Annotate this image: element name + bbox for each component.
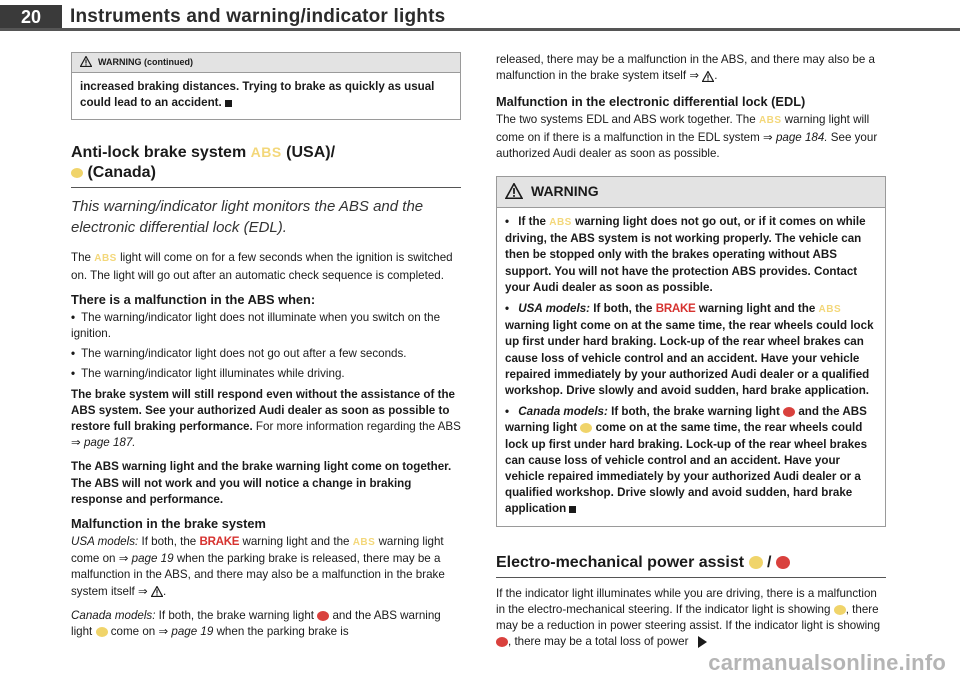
w3-text-b: and the ABS warning light — [505, 405, 867, 435]
abs-malfunction-heading: There is a malfunction in the ABS when: — [71, 291, 316, 307]
usa-text-d: when the parking brake is released, there may be a malfunction in the ABS, and there may also be a malfunction in the brake system itself — [71, 552, 445, 598]
arrow-icon: ⇒ — [71, 436, 81, 450]
header-rule — [0, 28, 960, 31]
w3-label: Canada models: — [518, 405, 608, 419]
list-item: • The warning/indicator light does not illuminate when you switch on the ignition. — [71, 310, 441, 341]
steering-yellow-icon — [749, 556, 763, 569]
bullet-text: The warning/indicator light illuminates while driving. — [81, 367, 345, 381]
abs-indicator-inline: ABS — [549, 217, 572, 229]
power-assist-title-text: Electro-mechanical power assist — [496, 553, 745, 571]
abs-indicator-inline: ABS — [758, 115, 782, 127]
bullet-text: The warning/indicator light does not go out after a few seconds. — [81, 347, 407, 361]
list-item: • The warning/indicator light illuminates while driving. — [71, 367, 345, 381]
brake-warning-icon — [317, 611, 329, 621]
canada-text-d: when the parking brake is — [216, 625, 349, 639]
para2-rest: For more information regarding the ABS — [255, 420, 461, 434]
usa-models-paragraph: USA models: If both, the BRAKE warning light and the ABS warning light come on ⇒ page 19 when the parking brake is released, there may be a malfunction in the ABS, and there may also be a malfunction in the brake system itself ⇒ . — [71, 535, 445, 598]
page-header — [0, 0, 960, 30]
section-intro: This warning/indicator light monitors the ABS and the electronic differential lock (EDL). — [71, 198, 424, 237]
usa-label: USA models: — [71, 535, 139, 549]
page-reference-link[interactable]: page 19 — [171, 625, 214, 639]
w1-text-a: If the — [518, 215, 546, 229]
abs-section-heading — [71, 142, 461, 188]
w3-text-c: come on at the same time, the rear wheels could lock up first under hard braking. Lock-up of the rear wheel brakes can cause loss of vehicle control and an accident. Have your vehicle repaired immediately by your authorized Audi dealer or a qualified workshop. Drive slowly and avoid sudden, hard brake application — [505, 421, 868, 516]
arrow-icon: ⇒ — [118, 552, 129, 566]
warning-box-header — [497, 177, 885, 208]
continued-paragraph: released, there may be a malfunction in the ABS, and there may also be a malfunction in the brake system itself ⇒ . — [496, 53, 875, 83]
warning-triangle-icon — [80, 56, 92, 67]
abs-title-usa: (USA)/ — [286, 144, 336, 162]
page-reference-link[interactable]: page 187. — [83, 436, 136, 450]
next-page-arrow-icon[interactable] — [698, 636, 707, 648]
brake-response-paragraph — [71, 387, 461, 452]
arrow-icon: ⇒ — [158, 625, 169, 639]
w2-text-a: If both, the — [593, 302, 653, 316]
abs-canada-icon — [71, 168, 83, 178]
emps-text-a: If the indicator light illuminates while you are driving, there is a malfunction in the electro-mechanical steering. If the indicator light is showing — [496, 586, 877, 616]
edl-heading: Malfunction in the electronic differential lock (EDL) — [496, 94, 806, 110]
page-title: Instruments and warning/indicator lights — [70, 6, 446, 27]
abs-title-text: Anti-lock brake system — [71, 144, 247, 162]
canada-text-c: come on — [110, 625, 156, 639]
abs-indicator-label: ABS — [250, 144, 282, 161]
w2-text-c: warning light come on at the same time, the rear wheels could lock up first under hard braking. Lock-up of the rear wheel brakes can cause loss of vehicle control and an accident. Have your vehicle repaired immediately by your authorized Audi dealer or a qualified workshop. Drive slowly and avoid sudden, hard brake application. — [505, 319, 874, 398]
abs-section-title — [71, 142, 461, 183]
para1-rest: light will come on for a few seconds when the ignition is switched on. The light will go out after an automatic check sequence is completed. — [71, 251, 453, 282]
list-item: • Canada models: If both, the brake warning light and the ABS warning light come on at the same time, the rear wheels could lock up first under hard braking. Lock-up of the rear wheel brakes can cause loss of vehicle control and an accident. Have your vehicle repaired immediately by your authorized Audi dealer or a qualified workshop. Drive slowly and avoid sudden, hard brake application — [505, 405, 868, 516]
emps-text-b: , there may be a reduction in power steering assist. If the indicator light is showing — [496, 602, 881, 633]
warning-continued-text: increased braking distances. Trying to brake as quickly as usual could lead to an accident. — [80, 80, 435, 110]
w1-text-b: warning light does not go out, or if it comes on while driving, the ABS system is not working properly. The vehicle can then be stopped only with the brakes operating without ABS support. You will not have the protection ABS provides. Contact your Audi dealer as soon as possible. — [505, 215, 866, 294]
canada-models-paragraph — [71, 608, 461, 640]
arrow-icon: ⇒ — [763, 130, 773, 144]
list-item: • If the ABS warning light does not go out, or if it comes on while driving, the ABS system is not working properly. The vehicle can then be stopped only with the brakes operating without ABS support. You will not have the protection ABS provides. Contact your Audi dealer as soon as possible. — [505, 215, 866, 294]
w2-text-b: warning light and the — [698, 302, 816, 316]
canada-text-b: and the ABS warning light — [71, 608, 441, 639]
warning-triangle-icon — [702, 71, 714, 82]
continued-text: released, there may be a malfunction in the ABS, and there may also be a malfunction in the brake system itself — [496, 53, 875, 83]
power-assist-heading — [496, 553, 886, 578]
steering-yellow-icon — [834, 605, 846, 615]
brake-warning-icon — [783, 407, 795, 417]
w3-text-a: If both, the brake warning light — [611, 405, 780, 419]
warning-triangle-icon — [151, 586, 163, 597]
page-reference-link[interactable]: page 184. — [775, 130, 828, 144]
arrow-icon: ⇒ — [689, 69, 700, 83]
abs-warning-icon — [580, 423, 592, 433]
arrow-icon: ⇒ — [138, 584, 148, 598]
watermark: carmanualsonline.info — [708, 650, 946, 675]
warning-continued-box — [71, 52, 461, 120]
bullet-text: The warning/indicator light does not illuminate when you switch on the ignition. — [71, 310, 441, 341]
warning-box-body — [497, 208, 885, 526]
warnings-together-paragraph: The ABS warning light and the brake warning light come on together. The ABS will not work and you will notice a change in braking response and performance. — [71, 460, 452, 506]
canada-text-a: If both, the brake warning light — [158, 608, 314, 622]
power-assist-paragraph — [496, 586, 886, 651]
left-column — [71, 52, 461, 640]
emps-text-c: , there may be a total loss of power — [508, 635, 689, 649]
edl-paragraph — [496, 112, 886, 162]
warning-continued-title: WARNING (continued) — [98, 56, 193, 67]
end-of-section-mark — [225, 100, 232, 107]
edl-text-c: See your authorized Audi dealer as soon as possible. — [496, 130, 878, 160]
steering-red-icon — [776, 556, 790, 569]
brake-indicator-label: BRAKE — [655, 302, 696, 316]
warning-continued-body — [72, 73, 460, 119]
usa-text-c: warning light come on — [71, 535, 444, 566]
edl-text-b: warning light will come on if there is a malfunction in the EDL system — [496, 113, 870, 144]
warning-box-title: WARNING — [531, 183, 599, 200]
warning-triangle-icon — [505, 183, 523, 199]
power-assist-separator: / — [767, 553, 772, 571]
abs-check-paragraph — [71, 250, 461, 283]
brake-malfunction-heading: Malfunction in the brake system — [71, 516, 266, 532]
canada-label: Canada models: — [71, 608, 156, 622]
abs-indicator-inline: ABS — [352, 537, 376, 549]
para2-bold: The brake system will still respond even without the assistance of the ABS system. See your authorized Audi dealer as soon as possible to restore full braking performance. — [71, 387, 455, 434]
warning-continued-header — [72, 53, 460, 73]
end-of-section-mark — [569, 506, 576, 513]
steering-red-icon — [496, 637, 508, 647]
power-assist-title — [496, 553, 886, 573]
list-item: • USA models: If both, the BRAKE warning light and the ABS warning light come on at the same time, the rear wheels could lock up first under hard braking. Lock-up of the rear wheel brakes can cause loss of vehicle control and an accident. Have your vehicle repaired immediately by your authorized Audi dealer or a qualified workshop. Drive slowly and avoid sudden, hard brake application. — [505, 302, 874, 398]
usa-text-a: If both, the — [141, 535, 197, 549]
abs-indicator-inline: ABS — [94, 253, 117, 265]
edl-text-a: The two systems EDL and ABS work together. The — [496, 113, 756, 127]
brake-indicator-label: BRAKE — [199, 535, 240, 549]
abs-indicator-inline: ABS — [818, 304, 842, 316]
page-number: 20 — [0, 5, 62, 29]
right-column — [496, 52, 886, 650]
usa-text-b: warning light and the — [242, 535, 350, 549]
list-item: • The warning/indicator light does not go out after a few seconds. — [71, 347, 407, 361]
page-reference-link[interactable]: page 19 — [131, 552, 174, 566]
abs-warning-icon — [96, 627, 108, 637]
abs-title-canada: (Canada) — [87, 164, 156, 182]
para1-start: The — [71, 251, 91, 265]
w2-label: USA models: — [518, 302, 591, 316]
warning-box — [496, 176, 886, 527]
